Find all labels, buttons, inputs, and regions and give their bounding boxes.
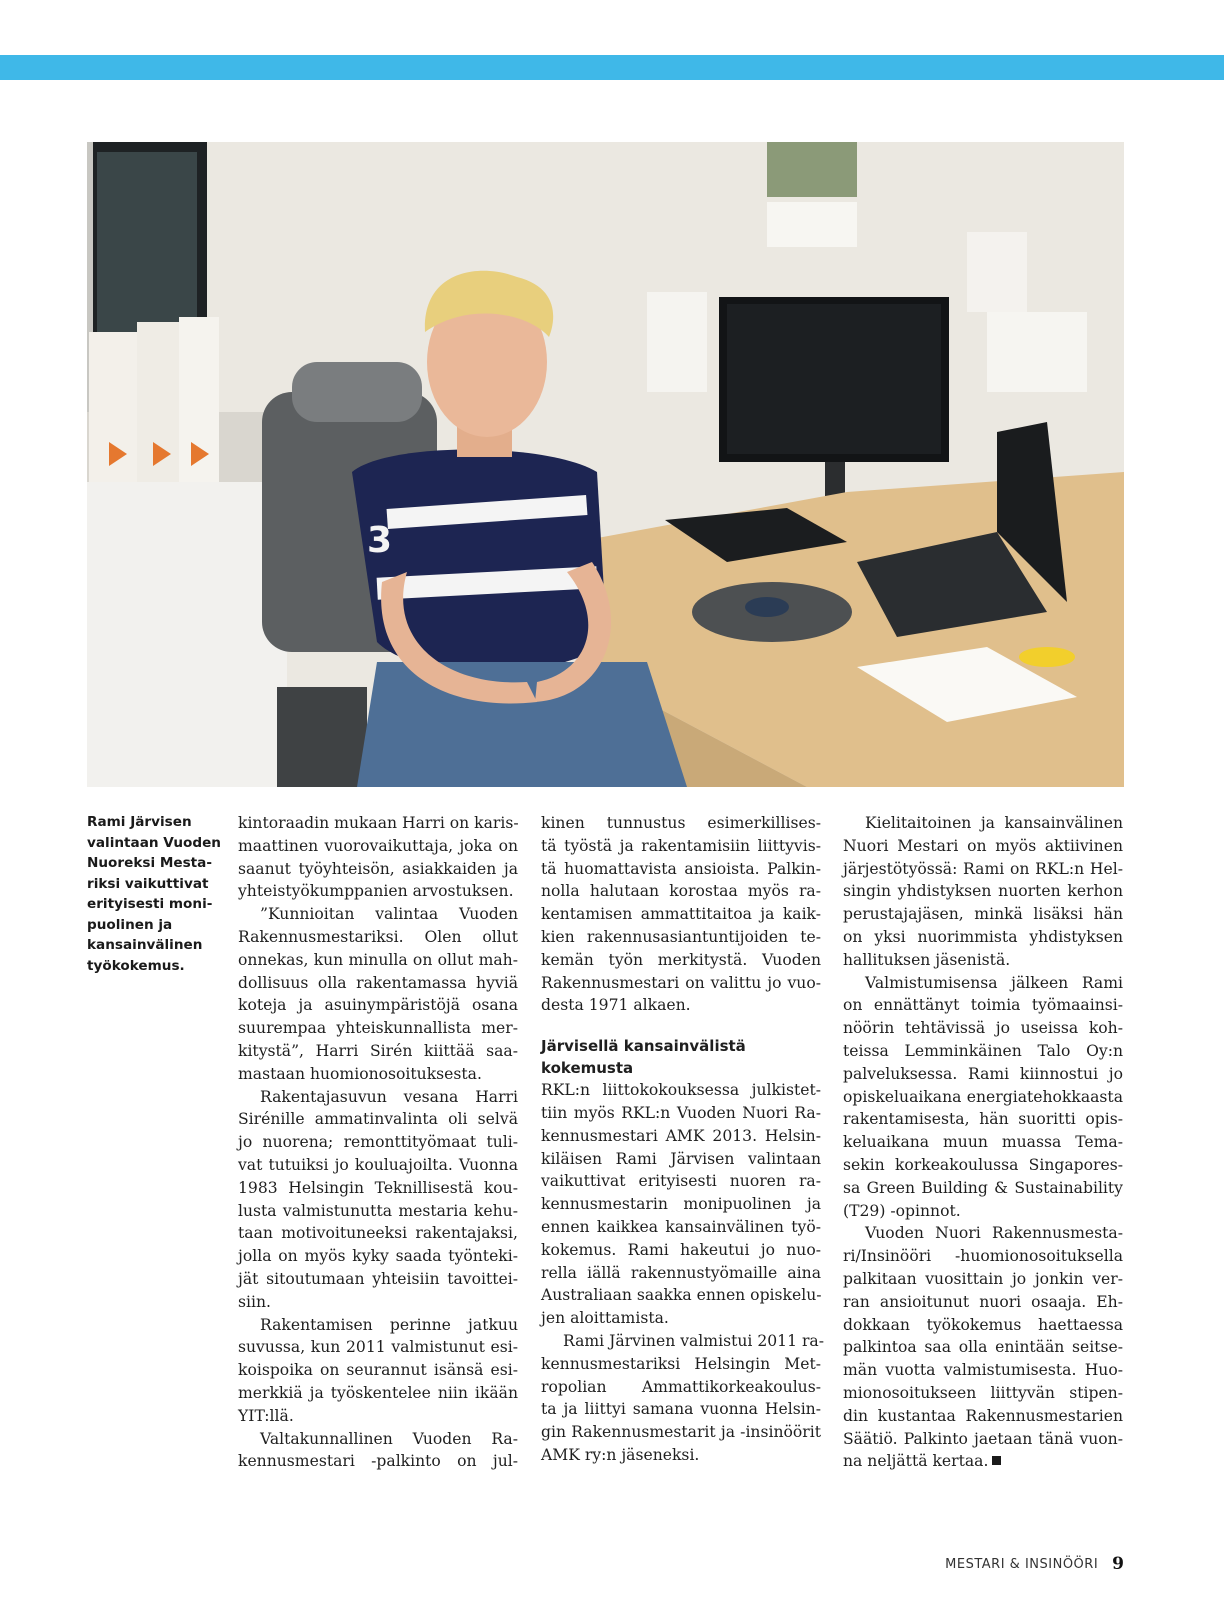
svg-text:3: 3 — [367, 520, 393, 561]
body-line: Vuoden Nuori Rakennusmesta- — [865, 1224, 1123, 1243]
body-line: ropolian Ammattikorkeakoulus- — [541, 1377, 821, 1396]
top-accent-bar — [0, 55, 1224, 80]
caption-line: valintaan Vuoden — [87, 834, 221, 851]
caption-line: Rami Järvisen — [87, 814, 192, 830]
body-line: rella iällä rakennustyömaille aina — [541, 1263, 821, 1282]
body-line: koteja ja asuinympäristöjä osana — [238, 996, 518, 1015]
body-line: kennusmestari -palkinto on jul- — [238, 1452, 518, 1471]
body-line: dollisuus olla rakentamassa hyviä — [238, 973, 518, 992]
body-line: 1983 Helsingin Teknillisestä kou- — [238, 1178, 518, 1197]
body-line: ta ja liittyi samana vuonna Helsin- — [541, 1400, 821, 1419]
body-line: jen aloittamista. — [541, 1309, 669, 1328]
body-line: Rakennusmestari on valittu jo vuo- — [541, 973, 821, 992]
body-line: taan motivoituneeksi rakentajaksi, — [238, 1224, 518, 1243]
body-line: tä huomattavista ansioista. Palkin- — [541, 859, 821, 878]
body-line: ran ansioitunut nuori osaaja. Eh- — [843, 1292, 1123, 1311]
body-line: tiin myös RKL:n Vuoden Nuori Ra- — [541, 1103, 821, 1122]
body-line: on ennättänyt toimia työmaainsi- — [843, 996, 1123, 1015]
body-line: palveluksessa. Rami kiinnostui jo — [843, 1064, 1123, 1083]
body-line: Valtakunnallinen Vuoden Ra- — [260, 1429, 518, 1448]
body-line: gin Rakennusmestarit ja -insinöörit — [541, 1423, 821, 1442]
article-column-1 — [238, 812, 518, 1473]
body-line: rakentamisesta, hän suoritti opis- — [843, 1110, 1123, 1129]
body-line: on yksi nuorimmista yhdistyksen — [843, 927, 1123, 946]
body-line: merkkiä ja työskentelee niin ikään — [238, 1383, 518, 1402]
body-line: Sirénille ammatinvalinta oli selvä — [238, 1110, 518, 1129]
body-line: maattinen vuorovaikuttaja, joka on — [238, 836, 518, 855]
article-column-2 — [541, 812, 824, 1467]
body-line: Australiaan saakka ennen opiskelu- — [541, 1286, 822, 1305]
body-line: jolla on myös kyky saada työnteki- — [238, 1247, 518, 1266]
body-line: ”Kunnioitan valintaa Vuoden — [260, 905, 518, 924]
body-line: Nuori Mestari on myös aktiivinen — [843, 836, 1123, 855]
body-line: dokkaan työkokemus haettaessa — [843, 1315, 1123, 1334]
body-line: suurempaa yhteiskunnallista mer- — [238, 1019, 518, 1038]
body-line: koispoika on seurannut isänsä esi- — [238, 1361, 518, 1380]
body-line: Rami Järvinen valmistui 2011 ra- — [563, 1331, 824, 1350]
body-line: kien rakennusasiantuntijoiden te- — [541, 927, 821, 946]
body-line: hallituksen jäsenistä. — [843, 950, 1011, 969]
body-line: jo nuorena; remonttityömaat tuli- — [238, 1133, 518, 1152]
body-line: siin. — [238, 1292, 271, 1311]
body-line: ri/Insinööri -huomionosoituksella — [843, 1247, 1123, 1266]
body-line: jät sitoutumaan yhteisiin tavoittei- — [238, 1269, 518, 1288]
body-line: nolla halutaan korostaa myös ra- — [541, 882, 821, 901]
body-line: kennusmestarin monipuolinen ja — [541, 1195, 821, 1214]
body-line: sekin korkeakoulussa Singapores- — [843, 1155, 1123, 1174]
body-line: kennusmestariksi Helsingin Met- — [541, 1354, 821, 1373]
body-line: desta 1971 alkaen. — [541, 996, 691, 1015]
body-line: AMK ry:n jäseneksi. — [541, 1445, 700, 1464]
body-line: kitystä”, Harri Sirén kiittää saa- — [238, 1041, 518, 1060]
body-line: nöörin tehtävissä jo useissa koh- — [843, 1019, 1123, 1038]
page-number: 9 — [1112, 1554, 1124, 1574]
article-column-3 — [843, 812, 1123, 1473]
body-line: teissa Lemminkäinen Talo Oy:n — [843, 1041, 1123, 1060]
body-line: RKL:n liittokokouksessa julkistet- — [541, 1081, 821, 1100]
body-line: perustajajäsen, minkä lisäksi hän — [843, 905, 1123, 924]
body-line: Rakentajasuvun vesana Harri — [260, 1087, 518, 1106]
body-line: järjestötyössä: Rami on RKL:n Hel- — [843, 859, 1123, 878]
body-line: keluaikana muun muassa Tema- — [843, 1133, 1123, 1152]
body-line: män vuotta valmistumisesta. Huo- — [843, 1361, 1123, 1380]
page-footer — [940, 1552, 1124, 1576]
section-subheading: kokemusta — [541, 1059, 634, 1078]
caption-line: työkokemus. — [87, 957, 185, 974]
caption-line: kansainvälinen — [87, 937, 203, 953]
body-line: yhteistyökumppanien arvostuksen. — [238, 882, 514, 901]
photo-caption — [87, 812, 221, 976]
body-line: lusta valmistunutta mestaria kehu- — [238, 1201, 518, 1220]
body-line: palkitaan vuosittain jo jonkin ver- — [843, 1269, 1123, 1288]
body-line: kintoraadin mukaan Harri on karis- — [238, 814, 519, 832]
body-line: mionosoitukseen liittyvän stipen- — [843, 1383, 1123, 1402]
caption-line: puolinen ja — [87, 916, 173, 933]
body-line: YIT:llä. — [238, 1406, 294, 1425]
article-photo — [87, 142, 1124, 787]
office-photo-illustration — [87, 142, 1124, 787]
body-line: kinen tunnustus esimerkillises- — [541, 814, 821, 832]
body-line-final — [843, 1450, 1123, 1473]
end-of-article-mark — [992, 1456, 1001, 1465]
body-line: Säätiö. Palkinto jaetaan tänä vuon- — [843, 1429, 1123, 1448]
body-line: Rakennusmestariksi. Olen ollut — [238, 927, 518, 946]
caption-line: erityisesti moni- — [87, 896, 213, 912]
section-subheading: Järvisellä kansainvälistä — [541, 1037, 746, 1056]
body-line: din kustantaa Rakennusmestarien — [843, 1406, 1123, 1425]
body-line: Valmistumisensa jälkeen Rami — [865, 973, 1123, 992]
body-line: ennen kaikkea kansainvälinen työ- — [541, 1217, 821, 1236]
body-line: singin yhdistyksen nuorten kerhon — [843, 882, 1123, 901]
body-line: kiläisen Rami Järvisen valintaan — [541, 1149, 821, 1168]
final-line-text: na neljättä kertaa. — [843, 1452, 989, 1471]
body-line: sa Green Building & Sustainability — [843, 1178, 1123, 1197]
body-line: kentamisen ammattitaitoa ja kaik- — [541, 905, 821, 924]
body-line: Kielitaitoinen ja kansainvälinen — [865, 814, 1123, 832]
body-line: Rakentamisen perinne jatkuu — [260, 1315, 518, 1334]
caption-line: riksi vaikuttivat — [87, 875, 209, 892]
body-line: saanut työyhteisön, asiakkaiden ja — [238, 859, 518, 878]
body-line: onnekas, kun minulla on ollut mah- — [238, 950, 518, 969]
body-line: opiskeluaikana energiatehokkaasta — [843, 1087, 1123, 1106]
body-line: palkintoa saa olla enintään seitse- — [843, 1338, 1123, 1357]
body-line: suvussa, kun 2011 valmistunut esi- — [238, 1338, 518, 1357]
body-line: (T29) -opinnot. — [843, 1201, 961, 1220]
body-line: vat tutuiksi jo kouluajoilta. Vuonna — [238, 1155, 518, 1174]
body-line: tä työstä ja rakentamisiin liittyvis- — [541, 836, 821, 855]
body-line: kemän työn merkitystä. Vuoden — [541, 950, 821, 969]
body-line: vaikuttivat erityisesti nuoren ra- — [541, 1172, 821, 1191]
magazine-name: MESTARI & INSINÖÖRI — [945, 1556, 1099, 1572]
caption-line: Nuoreksi Mesta- — [87, 855, 212, 871]
body-line: kennusmestari AMK 2013. Helsin- — [541, 1126, 821, 1145]
body-line: kokemus. Rami hakeutui jo nuo- — [541, 1240, 821, 1259]
body-line: mastaan huomionosoituksesta. — [238, 1064, 482, 1083]
